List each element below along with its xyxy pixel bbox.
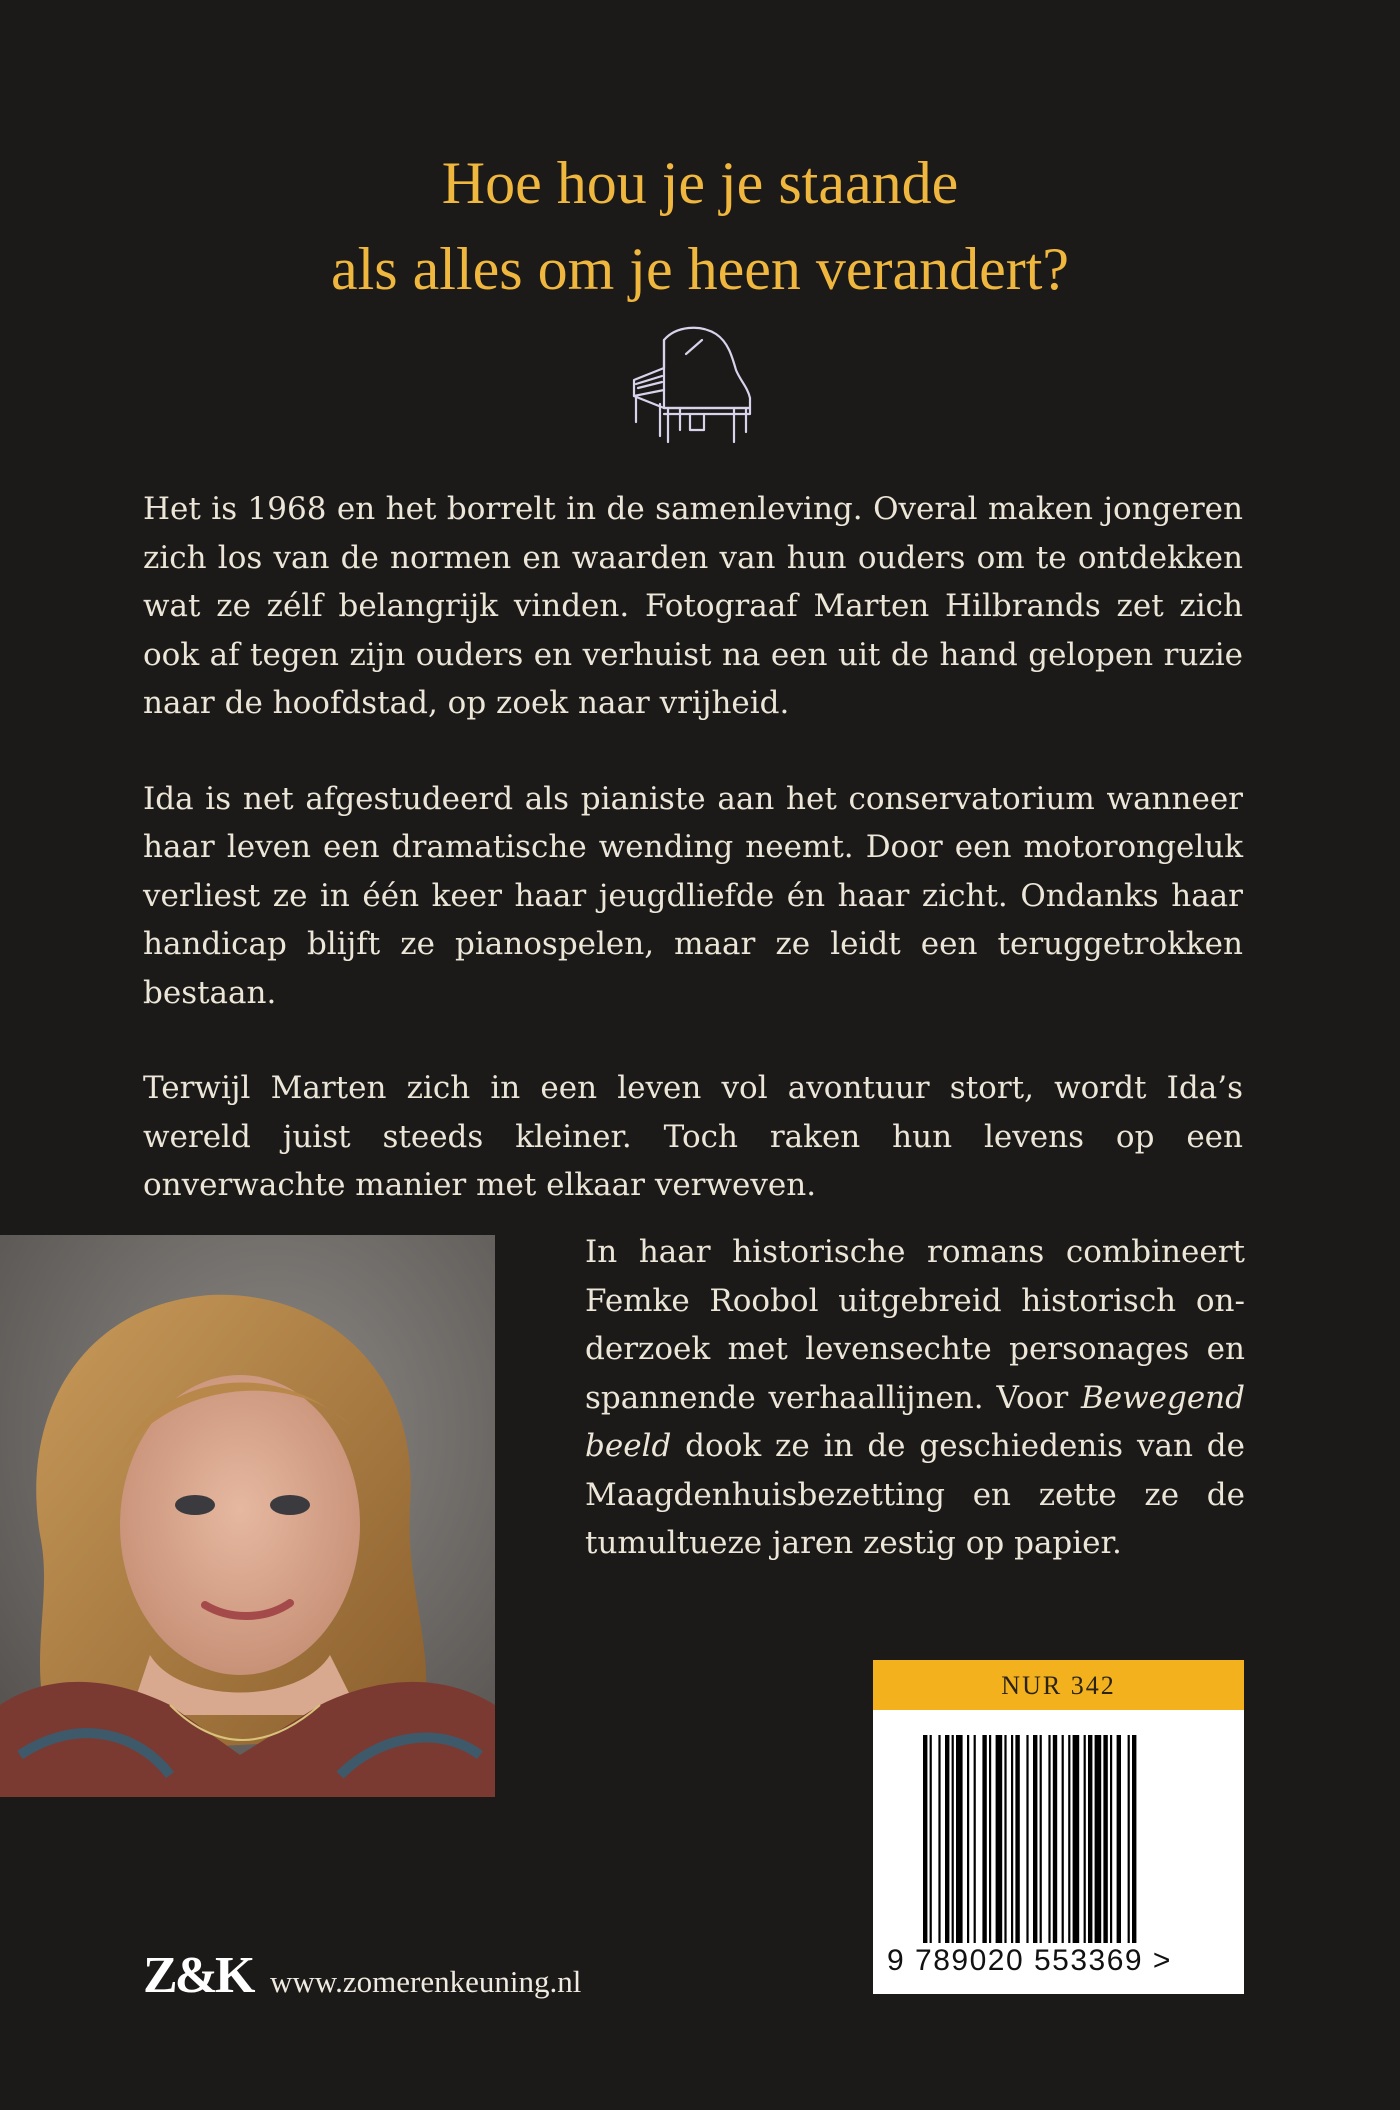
publisher-website: www.zomerenkeuning.nl — [270, 1964, 582, 1999]
barcode-bar — [982, 1735, 986, 1943]
nur-code: NUR 342 — [873, 1660, 1244, 1710]
book-title: Bewegend beeld — [585, 1379, 1245, 1464]
barcode-bar — [996, 1735, 1003, 1943]
bio-text-start: In haar historische romans combineert Femke Roobol uitgebreid historisch onderzoek met levensechte personages en spannende verhaallijnen. Voor — [585, 1234, 1245, 1416]
headline — [0, 140, 1400, 312]
barcode-bar — [1103, 1735, 1107, 1943]
barcode — [923, 1735, 1195, 1943]
isbn-number: 9 789020 553369 > — [887, 1944, 1172, 1977]
headline-line-1: Hoe hou je je staande — [441, 150, 959, 216]
bio-text-end: dook ze in de geschiedenis van de Maagdenhuisbezetting en zette ze de tumultueze jaren zestig op papier. — [585, 1428, 1245, 1561]
barcode-bar — [945, 1735, 949, 1943]
barcode-bar — [1011, 1735, 1013, 1943]
barcode-bar — [1084, 1735, 1086, 1943]
barcode-bar — [1048, 1735, 1050, 1943]
author-photo — [0, 1235, 495, 1797]
barcode-panel — [873, 1660, 1244, 1994]
barcode-bar — [1095, 1735, 1102, 1943]
grand-piano-icon — [624, 318, 754, 450]
barcode-bar — [1062, 1735, 1064, 1943]
barcode-bar — [1110, 1735, 1112, 1943]
barcode-bar — [1132, 1735, 1136, 1943]
author-bio — [585, 1228, 1245, 1568]
barcode-bar — [952, 1735, 954, 1943]
blurb-paragraph-3: Terwijl Marten zich in een leven vol avontuur stort, wordt Ida’s wereld juist steeds kleiner. Toch raken hun levens op een onverwachte manier met elkaar verweven. — [143, 1070, 1243, 1203]
barcode-bar — [1117, 1735, 1121, 1943]
blurb-paragraph-2: Ida is net afgestudeerd als pianiste aan het conservatorium wanneer haar leven een dramatische wending neemt. Door een motorongeluk verliest ze in één keer haar jeugdliefde én haar zicht. Ondanks haar handicap blijft ze pianospelen, maar ze leidt een teruggetrokken bestaan. — [143, 780, 1243, 1011]
barcode-bar — [1004, 1735, 1006, 1943]
barcode-bar — [1053, 1735, 1057, 1943]
barcode-bar — [1026, 1735, 1028, 1943]
publisher-logo: Z&K — [143, 1947, 253, 2004]
barcode-bar — [1015, 1735, 1019, 1943]
barcode-bar — [923, 1735, 927, 1943]
barcode-bar — [967, 1735, 969, 1943]
barcode-bar — [1073, 1735, 1080, 1943]
barcode-bar — [930, 1735, 932, 1943]
blurb — [143, 485, 1243, 1257]
barcode-bar — [938, 1735, 940, 1943]
barcode-bar — [974, 1735, 976, 1943]
barcode-bar — [989, 1735, 991, 1943]
barcode-bar — [1068, 1735, 1070, 1943]
bio-paragraph — [585, 1228, 1245, 1568]
barcode-bar — [956, 1735, 963, 1943]
barcode-bar — [1033, 1735, 1037, 1943]
barcode-bar — [1040, 1735, 1042, 1943]
headline-line-2: als alles om je heen verandert? — [331, 236, 1069, 302]
blurb-paragraph-1: Het is 1968 en het borrelt in de samenleving. Overal maken jongeren zich los van de normen en waarden van hun ouders om te ontdekken wat ze zélf belangrijk vinden. Fotograaf Marten Hilbrands zet zich ook af tegen zijn ouders en verhuist na een uit de hand gelopen ruzie naar de hoofdstad, op zoek naar vrijheid. — [143, 491, 1243, 721]
barcode-bar — [1128, 1735, 1130, 1943]
barcode-bar — [1088, 1735, 1092, 1943]
